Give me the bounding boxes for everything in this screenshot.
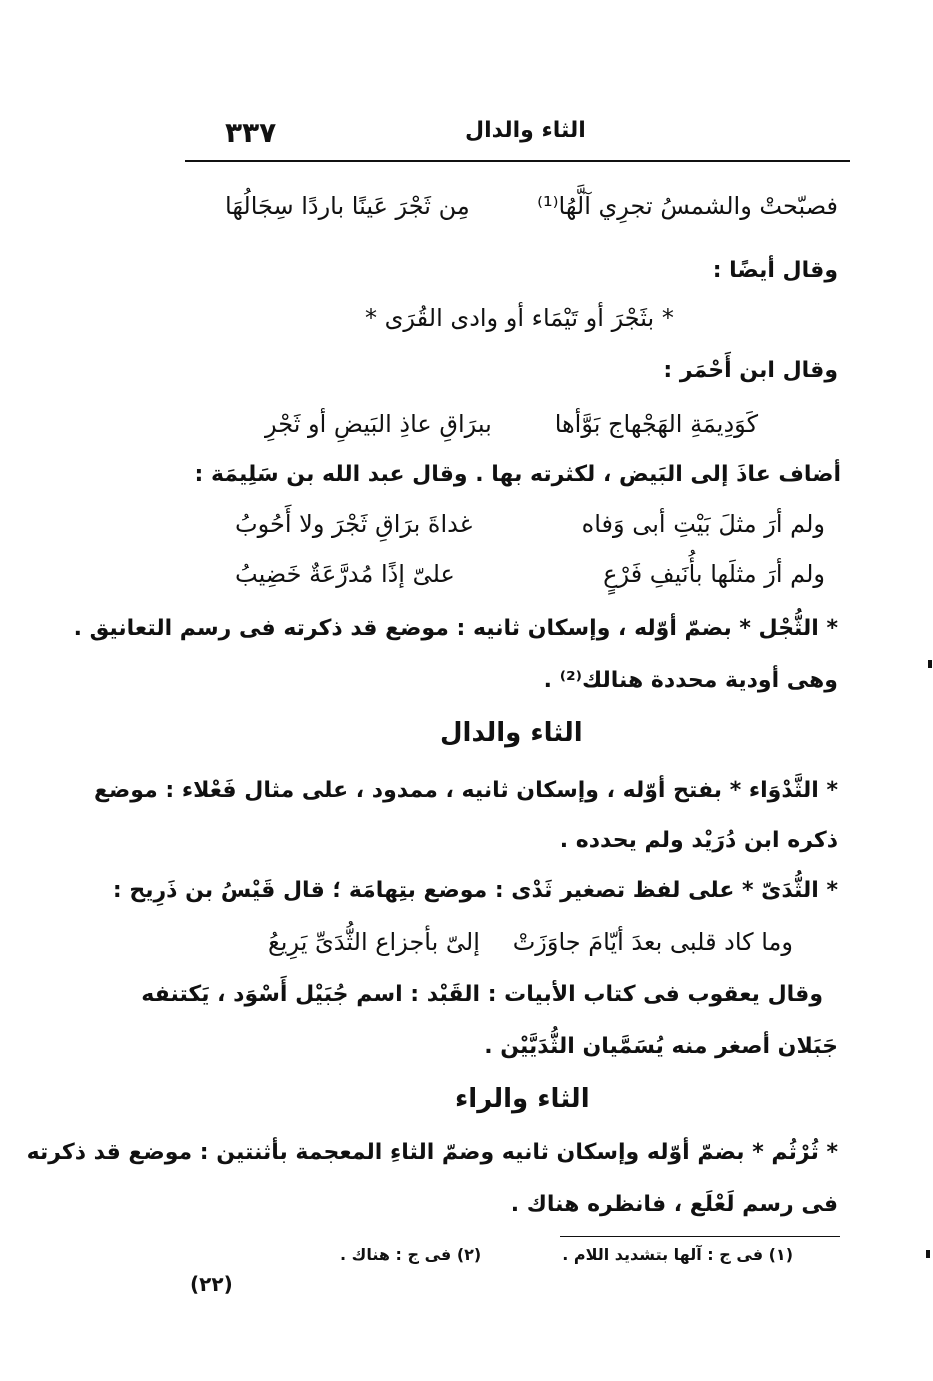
footnote-rule [560,1236,840,1237]
signature-mark: (٢٢) [190,1272,233,1296]
margin-mark [926,1250,930,1258]
entry-thadwa-line2: ذكره ابن دُرَيْد ولم يحدده . [559,828,838,853]
footnote-1: (١) فى ج : آلها بتشديد اللام . [562,1245,793,1264]
verse3-left: غداةَ برَاقِ ثَجْرَ ولا أَحُوبُ [235,510,473,538]
footnote-2: (٢) فى ج : هناك . [340,1245,482,1264]
entry-thurthum-line1: * ثُرْثُم * بضمّ أوّله وإسكان ثانيه وضمّ الثاءِ المعجمة بأثنتين : موضع قد ذكرته [26,1140,838,1165]
line-ibn-ahmar: وقال ابن أَحْمَر : [663,358,838,383]
entry-thujul-line2: وهى أودية محددة هنالك⁽²⁾ . [543,668,838,693]
half-verse: * بثَجْرَ أو تَيْمَاء أو وادى القُرَى * [365,304,674,332]
entry-thadwa-line1: * الثَّدْوَاء * بفتح أوّله ، وإسكان ثانيه ، ممدود ، على مثال فَعْلاء : موضع [94,778,838,803]
verse1-right: فصبّحتْ والشمسُ تجرِي آلَّهُا⁽¹⁾ [537,192,838,220]
verse5-right: وما كاد قلبى بعدَ أيّامَ جاوَزَتْ [512,928,793,956]
section-heading-ra: الثاء والراء [455,1084,590,1114]
verse1-left: مِن ثَجْرَ عَينًا باردًا سِجَالُهَا [225,192,470,220]
page-header [185,108,850,158]
entry-yaqub-line1: وقال يعقوب فى كتاب الأبيات : القَبْد : اسم جُبَيْل أَسْوَد ، يَكتنفه [141,982,823,1007]
header-rule [185,160,850,162]
verse4-right: ولم أرَ مثلَها بأُنَيفِ فَرْعٍ [603,560,825,588]
verse2-right: كَوَدِيمَةِ الهَجْهاج بَوَّأها [554,410,758,438]
page-number: ٣٣٧ [225,116,277,149]
verse2-left: ببرَاقِ عاذِ البَيضِ أو ثَجْرِ [265,410,492,438]
running-title: الثاء والدال [465,118,586,143]
section-heading-dal: الثاء والدال [440,718,583,748]
margin-mark [928,660,932,668]
entry-thurthum-line2: فى رسم لَعْلَع ، فانظره هناك . [510,1192,838,1217]
verse3-right: ولم أرَ مثلَ بَيْتِ أبى وَفاه [581,510,825,538]
para1: أضاف عاذَ إلى البَيض ، لكثرته بها . وقال عبد الله بن سَلِيمَة : [194,462,841,487]
entry-thuday-line1: * الثُّدَىّ * على لفظ تصغير ثَدْى : موضع بتِهامَة ؛ قال قَيْسُ بن ذَرِيح : [112,878,838,903]
verse5-left: إلىّ بأجزاع الثُّدَىِّ يَرِيعُ [268,928,480,956]
entry-yaqub-line2: جَبَلان أصغر منه يُسَمَّيان الثُّدَيَّيْن . [484,1034,838,1059]
verse4-left: علىّ إذًا مُدرَّعَةٌ خَضِيبُ [235,560,455,588]
entry-thujul-line1: * الثُّجْل * بضمّ أوّله ، وإسكان ثانيه : موضع قد ذكرته فى رسم التعانيق . [73,616,838,641]
line-wa-qala-aydan: وقال أيضًا : [712,258,838,283]
